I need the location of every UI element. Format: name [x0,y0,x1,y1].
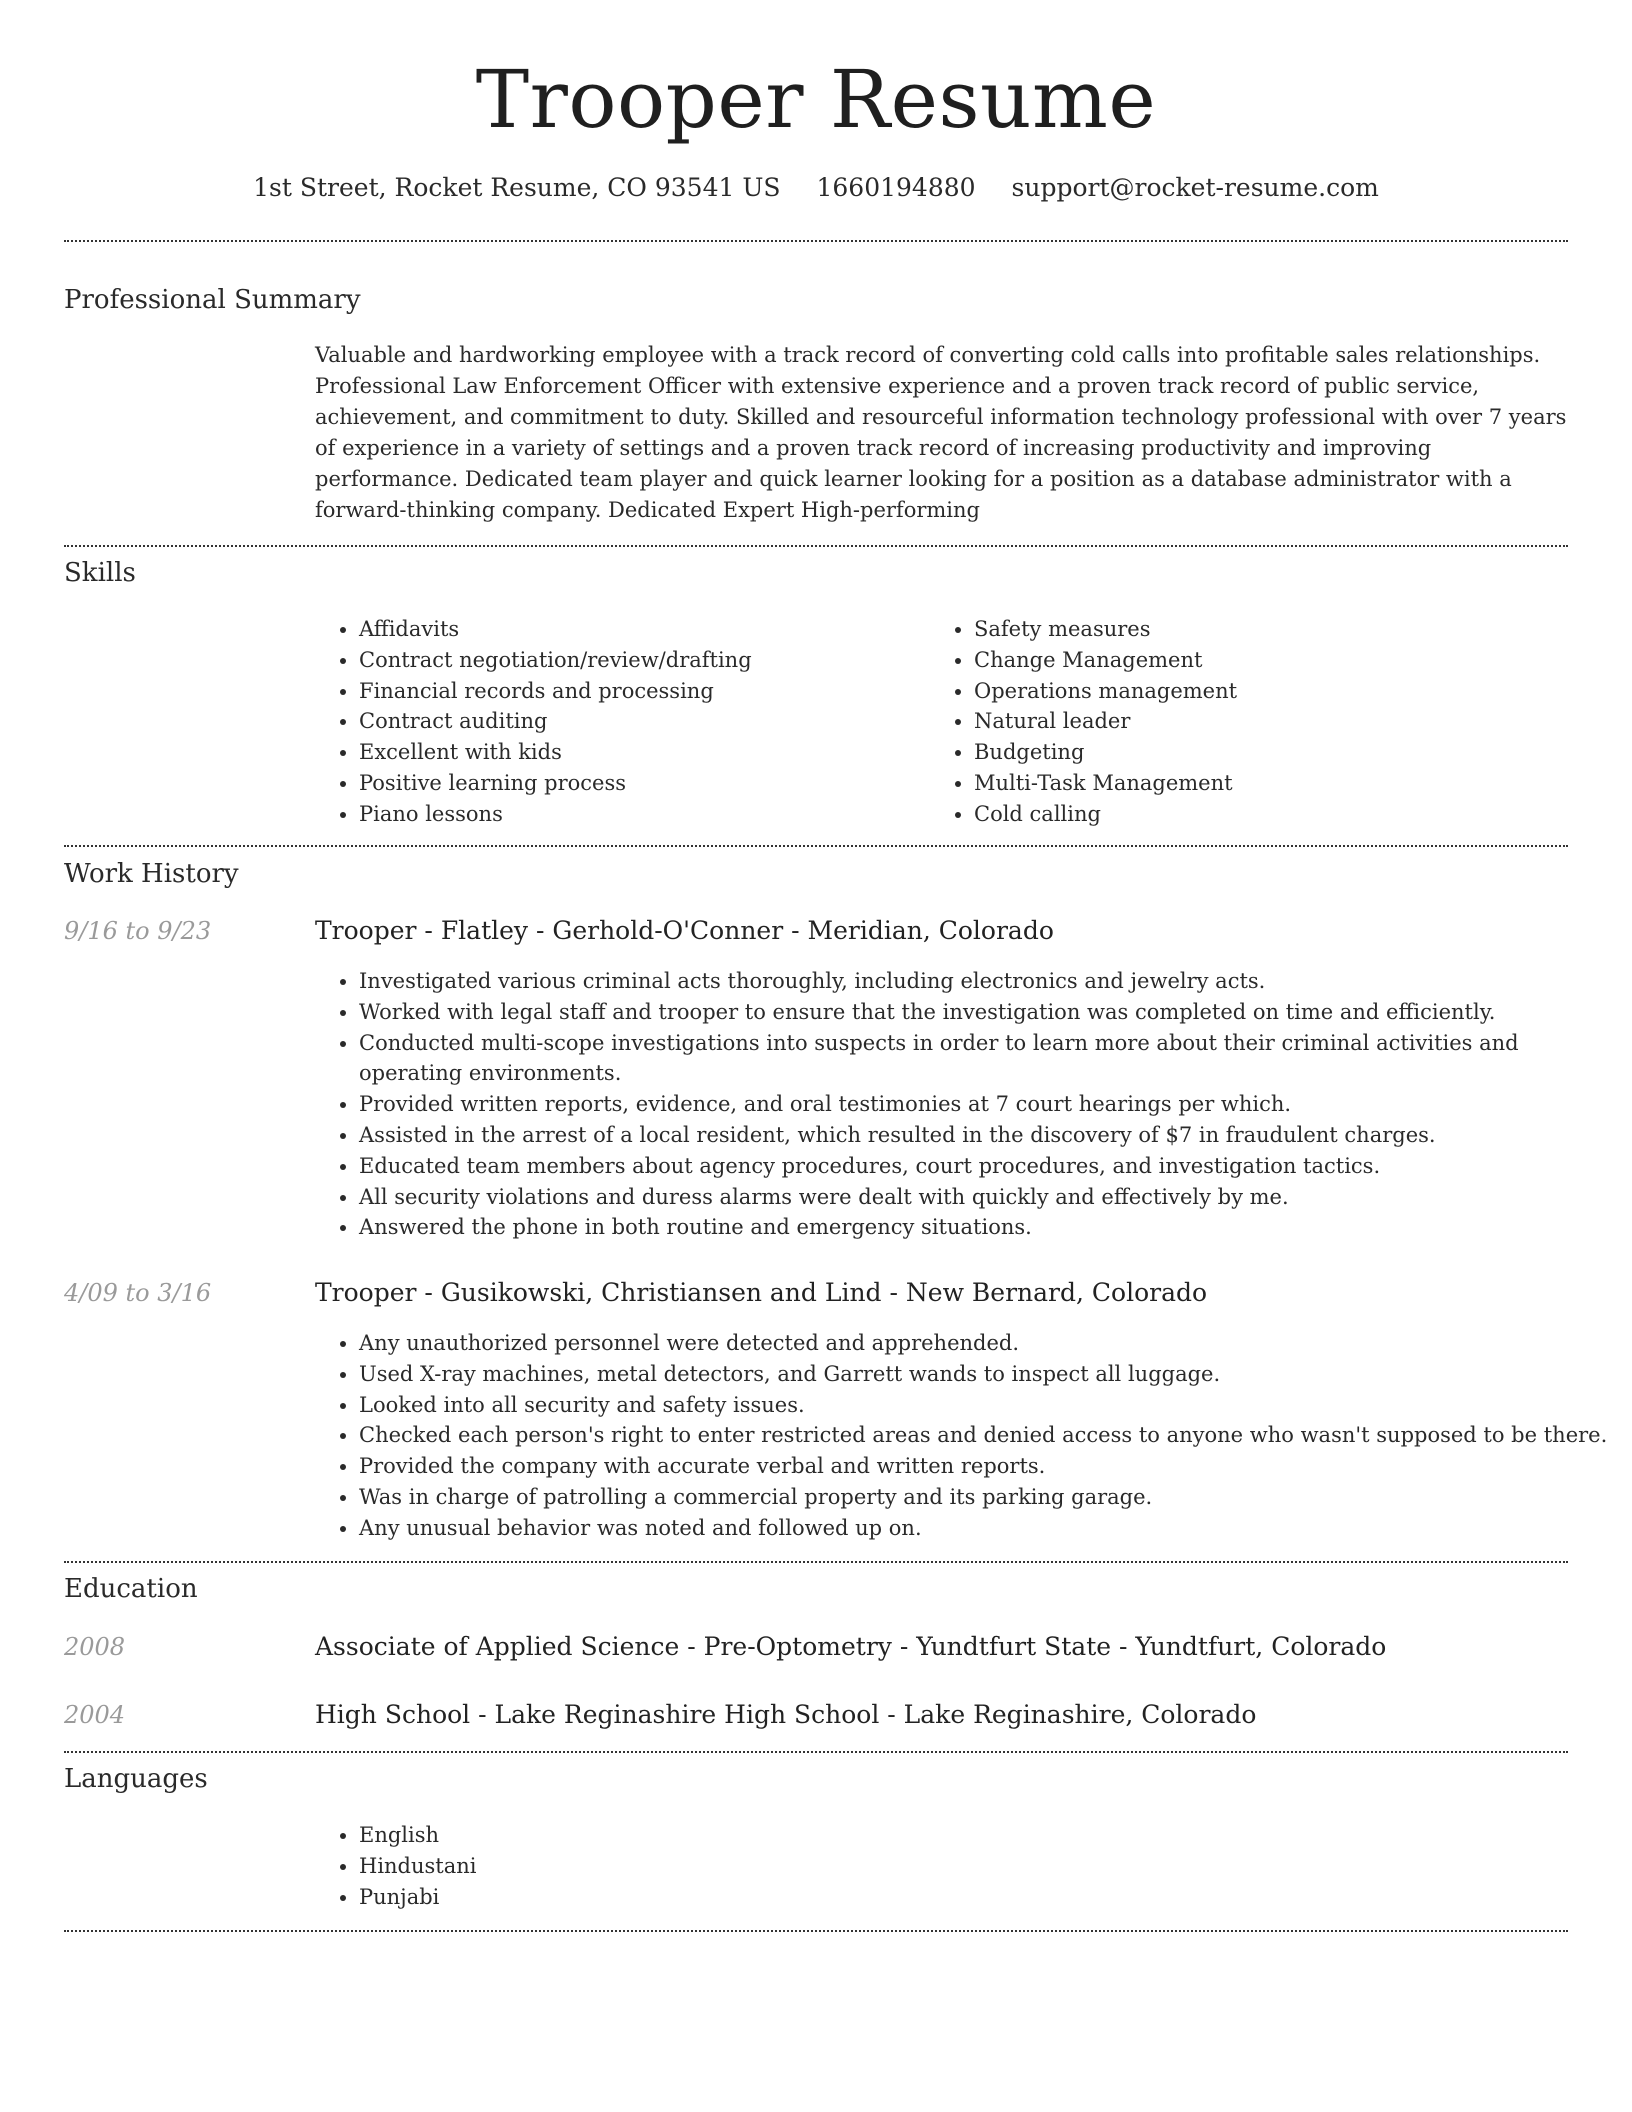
language-item: • English [359,1820,919,1851]
job-bullet: • Educated team members about agency procedures, court procedures, and investigation tactics. [359,1151,1589,1182]
education-year: 2008 [64,1633,126,1661]
job-bullet: • Used X-ray machines, metal detectors, and Garrett wands to inspect all luggage. [359,1359,1619,1390]
skills-heading: Skills [64,558,136,588]
job-bullet: • Any unusual behavior was noted and followed up on. [359,1513,1619,1544]
job-bullet: • Provided written reports, evidence, and oral testimonies at 7 court hearings per which. [359,1089,1589,1120]
job-bullet: • Checked each person's right to enter restricted areas and denied access to anyone who wasn't supposed to be there. [359,1420,1619,1451]
work-heading: Work History [64,859,239,889]
skill-item: • Change Management [974,645,1574,676]
section-divider [64,1930,1568,1932]
skill-item: • Budgeting [974,737,1574,768]
summary-heading: Professional Summary [64,285,361,315]
education-heading: Education [64,1574,198,1604]
section-divider [64,1561,1568,1563]
skills-list-right [930,614,1574,830]
section-divider [64,545,1568,547]
job-bullet: • Looked into all security and safety issues. [359,1390,1619,1421]
skill-item: • Natural leader [974,706,1574,737]
job-bullet: • Provided the company with accurate verbal and written reports. [359,1451,1619,1482]
contact-line [0,170,1632,206]
skill-item: • Excellent with kids [359,737,919,768]
job-bullet: • Any unauthorized personnel were detected and apprehended. [359,1328,1619,1359]
languages-heading: Languages [64,1764,208,1794]
job-bullets [315,966,1589,1243]
skill-item: • Cold calling [974,799,1574,830]
job-bullet: • Was in charge of patrolling a commercial property and its parking garage. [359,1482,1619,1513]
job-dates: 9/16 to 9/23 [64,917,212,945]
job-bullets [315,1328,1619,1544]
education-year: 2004 [64,1701,126,1729]
contact-phone: 1660194880 [816,173,976,202]
section-divider [64,240,1568,242]
job-bullet: • Investigated various criminal acts thoroughly, including electronics and jewelry acts. [359,966,1589,997]
skill-item: • Affidavits [359,614,919,645]
education-entry: Associate of Applied Science - Pre-Optometry - Yundtfurt State - Yundtfurt, Colorado [315,1632,1387,1661]
skill-item: • Piano lessons [359,799,919,830]
resume-name: Trooper Resume [475,53,1157,146]
job-title: Trooper - Flatley - Gerhold-O'Conner - Meridian, Colorado [315,916,1054,945]
skill-item: • Contract auditing [359,706,919,737]
skill-item: • Contract negotiation/review/drafting [359,645,919,676]
skill-item: • Financial records and processing [359,676,919,707]
job-bullet: • Assisted in the arrest of a local resident, which resulted in the discovery of $7 in fraudulent charges. [359,1120,1589,1151]
job-bullet: • Conducted multi-scope investigations into suspects in order to learn more about their criminal activities and operating environments. [359,1028,1589,1090]
job-bullet: • Worked with legal staff and trooper to ensure that the investigation was completed on time and efficiently. [359,997,1589,1028]
skills-list-left [315,614,919,830]
section-divider [64,845,1568,847]
language-item: • Hindustani [359,1851,919,1882]
contact-email: support@rocket-resume.com [1011,173,1379,202]
contact-address: 1st Street, Rocket Resume, CO 93541 US [253,173,781,202]
education-entry: High School - Lake Reginashire High School - Lake Reginashire, Colorado [315,1700,1257,1729]
job-title: Trooper - Gusikowski, Christiansen and Lind - New Bernard, Colorado [315,1278,1208,1307]
section-divider [64,1751,1568,1753]
skill-item: • Operations management [974,676,1574,707]
languages-list [315,1820,919,1912]
skill-item: • Safety measures [974,614,1574,645]
job-bullet: • All security violations and duress alarms were dealt with quickly and effectively by me. [359,1182,1589,1213]
skill-item: • Positive learning process [359,768,919,799]
language-item: • Punjabi [359,1882,919,1913]
job-dates: 4/09 to 3/16 [64,1279,212,1307]
summary-text: Valuable and hardworking employee with a track record of converting cold calls into profitable sales relationships. Professional Law Enforcement Officer with extensive experience and a proven track record of public service, achievement, and commitment to duty. Skilled and resourceful information technology professional with over 7 years of experience in a variety of settings and a proven track record of increasing productivity and improving performance. Dedicated team player and quick learner looking for a position as a database administrator with a forward-thinking company. Dedicated Expert High-performing [315,343,1567,522]
job-bullet: • Answered the phone in both routine and emergency situations. [359,1212,1589,1243]
skill-item: • Multi-Task Management [974,768,1574,799]
